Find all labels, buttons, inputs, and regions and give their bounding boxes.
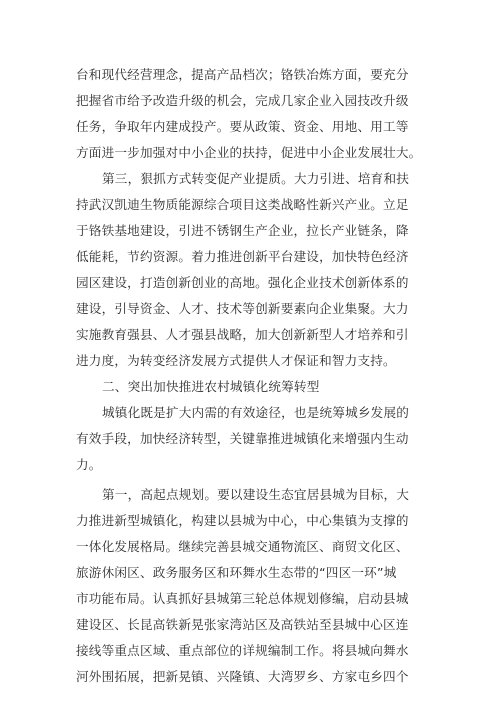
- text-line: 城镇化既是扩大内需的有效途径，也是统筹城乡发展的: [102, 405, 410, 420]
- text-line: 园区建设，打造创新创业的高地。强化企业技术创新体系的: [76, 275, 409, 290]
- text-line: 低能耗，节约资源。着力推进创新平台建设，加快特色经济: [76, 249, 409, 264]
- text-line: 力推进新型城镇化，构建以县城为中心，中心集镇为支撑的: [76, 513, 409, 528]
- text-line: 台和现代经营理念，提高产品档次；铬铁冶炼方面，要充分: [76, 67, 409, 82]
- text-line: 旅游休闲区、政务服务区和环舞水生态带的“四区一环”城: [76, 565, 397, 580]
- text-line: 市功能布局。认真抓好县城第三轮总体规划修编，启动县城: [76, 591, 409, 606]
- paragraph-heading: 第三，狠抓方式转变促产业提质。大力引进、培育和扶: [102, 171, 410, 186]
- text-line: 持武汉凯迪生物质能源综合项目这类战略性新兴产业。立足: [76, 197, 409, 212]
- text-line: 方面进一步加强对中小企业的扶持，促进中小企业发展壮大。: [76, 145, 422, 160]
- text-line: 任务，争取年内建成投产。要从政策、资金、用地、用工等: [76, 119, 409, 134]
- text-line: 接线等重点区域、重点部位的详规编制工作。将县城向舞水: [76, 643, 409, 658]
- section-heading: 二、突出加快推进农村城镇化统筹转型: [102, 379, 320, 394]
- text-line: 把握省市给予改造升级的机会，完成几家企业入园技改升级: [76, 93, 409, 108]
- text-line: 于铬铁基地建设，引进不锈钢生产企业，拉长产业链条，降: [76, 223, 409, 238]
- paragraph-heading: 第一，高起点规划。要以建设生态宜居县城为目标，大: [102, 487, 410, 502]
- text-line: 实施教育强县、人才强县战略，加大创新新型人才培养和引: [76, 327, 409, 342]
- text-line: 有效手段，加快经济转型，关键靠推进城镇化来增强内生动: [76, 431, 409, 446]
- text-line: 河外围拓展，把新晃镇、兴隆镇、大湾罗乡、方家屯乡四个: [76, 669, 409, 684]
- text-line: 一体化发展格局。继续完善县城交通物流区、商贸文化区、: [76, 539, 409, 554]
- text-line: 进力度，为转变经济发展方式提供人才保证和智力支持。: [76, 353, 396, 368]
- text-line: 建设区、长昆高铁新晃张家湾站区及高铁站至县城中心区连: [76, 617, 409, 632]
- text-line: 建设，引导资金、人才、技术等创新要素向企业集聚。大力: [76, 301, 409, 316]
- text-line: 力。: [76, 457, 102, 472]
